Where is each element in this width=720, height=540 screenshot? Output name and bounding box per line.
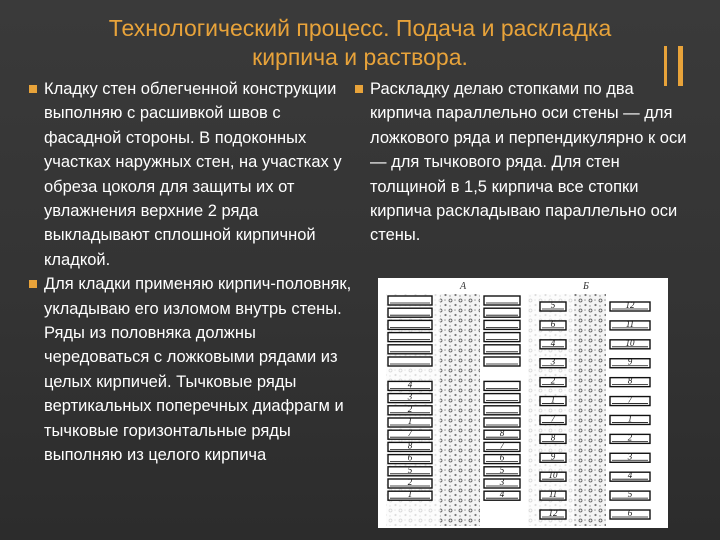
brick-number-b-right: 9	[627, 356, 633, 367]
brick-number-b-left: 8	[550, 432, 556, 443]
right-column	[354, 77, 694, 248]
brick-number-a-left: 2	[407, 477, 413, 487]
brick-number-b-left: 7	[550, 413, 556, 424]
label-a: А	[460, 281, 467, 292]
bullet-square-icon	[29, 280, 37, 288]
brick-number-a-right: 6	[499, 452, 505, 463]
mortar-strip-a	[440, 294, 480, 526]
brick-number-b-right: 1	[627, 413, 633, 424]
label-b: Б	[583, 281, 589, 292]
brick	[484, 345, 520, 354]
brick-layout-svg	[378, 278, 668, 528]
brick-number-b-left: 10	[548, 470, 558, 481]
brick	[388, 296, 432, 305]
brick-number-b-right: 2	[627, 432, 633, 443]
brick-number-a-left: 2	[407, 403, 413, 414]
brick	[388, 357, 432, 366]
brick	[484, 308, 520, 317]
brick-number-a-right: 4	[499, 489, 505, 500]
bullet-square-icon	[29, 85, 37, 93]
brick-number-a-right: 3	[499, 477, 505, 487]
brick-number-b-left: 3	[550, 356, 556, 367]
brick	[388, 345, 432, 354]
brick-number-b-right: 3	[627, 451, 633, 462]
brick-number-b-left: 2	[550, 375, 556, 386]
bullet-item	[354, 77, 694, 248]
brick	[484, 394, 520, 403]
bullet-text: Раскладку делаю стопками по два кирпича параллельно оси стены — для ложкового ряда и перпендикулярно к оси — для тычкового ряда. Для стен толщиной в 1,5 кирпича все стопки кирпича раскладываю параллельно оси стены.	[370, 80, 687, 245]
brick-number-b-right: 10	[625, 337, 635, 348]
title-line-1: Технологический процесс. Подача и раскладка	[108, 15, 612, 41]
brick	[484, 406, 520, 415]
brick-number-b-right: 5	[627, 489, 633, 500]
brick-number-a-left: 3	[407, 391, 413, 402]
brick-number-b-right: 8	[627, 375, 633, 386]
brick-number-b-left: 4	[550, 337, 556, 348]
bullet-text: Для кладки применяю кирпич-половняк, укладываю его изломом внутрь стены. Ряды из половняка должны чередоваться с ложковыми рядами из целых кирпичей. Тычковые ряды вертикальных поперечных диафрагм и тычковые горизонтальные ряды выполняю из целого кирпича	[44, 275, 352, 465]
bullet-item	[28, 272, 358, 467]
brick	[388, 333, 432, 342]
bullet-item	[28, 77, 358, 272]
brick	[388, 308, 432, 317]
layout-a	[386, 294, 520, 526]
brick-number-b-right: 12	[625, 300, 635, 310]
brick-number-b-left: 9	[550, 451, 556, 462]
brick-number-b-right: 6	[627, 508, 633, 519]
brick-number-a-right: 5	[499, 464, 505, 475]
brick	[484, 357, 520, 366]
brick	[388, 320, 432, 329]
brick-number-b-right: 11	[625, 318, 635, 329]
brick-number-a-left: 7	[407, 428, 413, 439]
brick	[484, 381, 520, 390]
brick-number-b-left: 5	[550, 300, 556, 310]
mortar-strip-b	[574, 294, 606, 526]
brick-number-b-left: 1	[550, 394, 556, 405]
brick-number-b-left: 12	[548, 508, 558, 519]
bullet-square-icon	[355, 85, 363, 93]
brick	[484, 296, 520, 305]
brick-number-b-right: 4	[627, 470, 633, 481]
brick	[484, 320, 520, 329]
brick-number-b-right: 7	[627, 394, 633, 405]
brick-number-a-left: 8	[407, 440, 413, 451]
brick-number-b-left: 6	[550, 318, 556, 329]
brick	[484, 418, 520, 427]
brick-number-a-left: 4	[407, 379, 413, 390]
title-line-2: кирпича и раствора.	[252, 44, 468, 70]
brick-number-a-right: 8	[499, 428, 505, 439]
bullet-text: Кладку стен облегченной конструкции выполняю с расшивкой швов с фасадной стороны. В подоконных участках наружных стен, на участках у обреза цоколя для защиты их от увлажнения верхние 2 ряда выкладывают сплошной кирпичной кладкой.	[44, 80, 342, 269]
brick-number-b-left: 11	[548, 489, 558, 500]
brick-number-a-left: 1	[407, 489, 413, 500]
brick-layout-diagram	[378, 278, 668, 528]
slide-title	[60, 14, 660, 72]
brick-number-a-right: 7	[499, 440, 505, 451]
left-column	[28, 77, 358, 468]
brick-number-a-left: 6	[407, 452, 413, 463]
brick-number-a-left: 1	[407, 416, 413, 426]
brick-number-a-left: 5	[407, 464, 413, 475]
brick	[484, 333, 520, 342]
layout-b	[528, 294, 650, 526]
